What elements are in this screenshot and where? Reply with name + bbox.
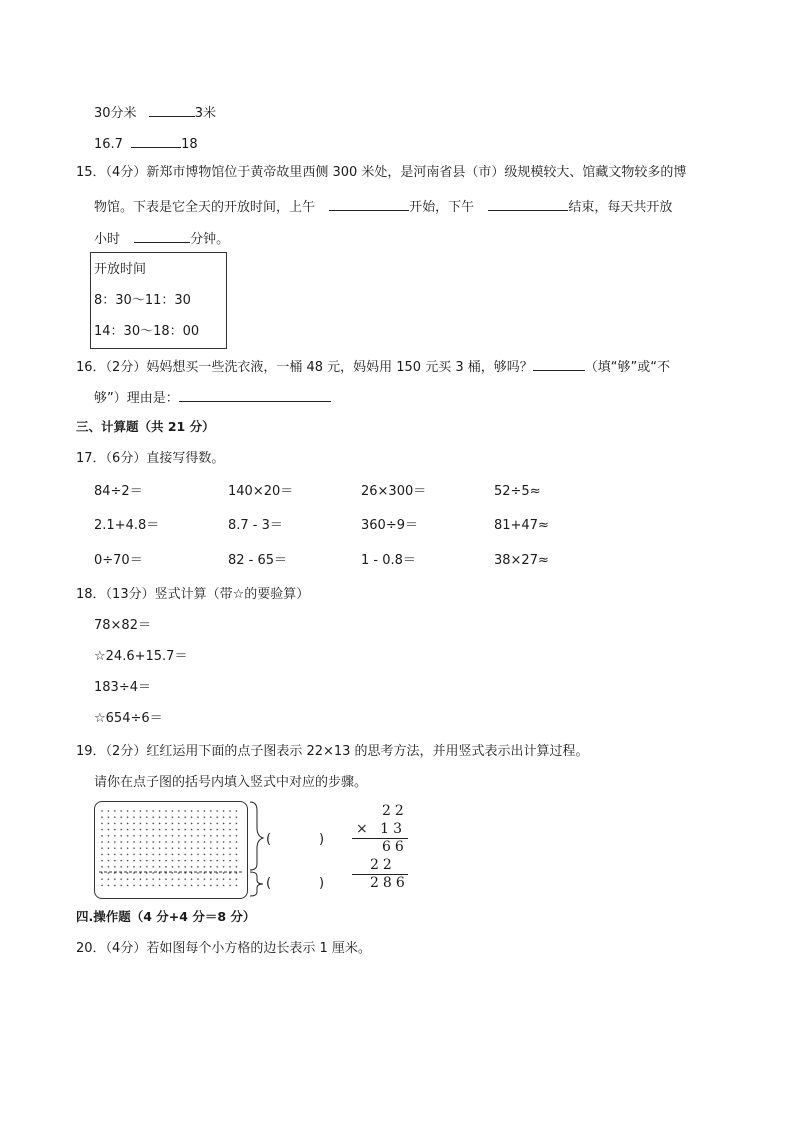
- table-header: 开放时间: [94, 262, 147, 277]
- calc-item: 84÷2＝: [94, 484, 143, 499]
- q16-text: 够”）理由是：: [94, 391, 179, 406]
- q16-line2: [94, 388, 331, 407]
- section-heading: 四.操作题（4 分+4 分＝8 分）: [76, 909, 256, 924]
- calc-item: 2.1+4.8＝: [94, 518, 160, 533]
- compare-item: [94, 134, 198, 153]
- paren-close: ): [319, 832, 325, 847]
- q19-line1: 19．（2分）红红运用下面的点子图表示 22×13 的思考方法，并用竖式表示出计算过程。: [76, 744, 589, 759]
- q15-text: 小时: [94, 232, 121, 247]
- dot-grid: [95, 802, 247, 898]
- calc-item: 38×27≈: [494, 553, 549, 568]
- q19-line2: 请你在点子图的括号内填入竖式中对应的步骤。: [94, 775, 368, 790]
- answer-blank[interactable]: [179, 388, 331, 402]
- calc-partial-product: 66: [382, 839, 408, 855]
- answer-blank[interactable]: [134, 229, 190, 243]
- q15-line1: 15．（4分）新郑市博物馆位于黄帝故里西侧 300 米处，是河南省县（市）级规模较大、馆藏文物较多的博: [76, 165, 687, 180]
- q18-title: 18．（13分）竖式计算（带☆的要验算）: [76, 587, 310, 602]
- q16-text: 16．（2分）妈妈想买一些洗衣液，一桶 48 元，妈妈用 150 元买 3 桶，够吗？: [76, 360, 533, 375]
- paren-open: (: [266, 876, 272, 891]
- section-heading: 三、计算题（共 21 分）: [76, 419, 215, 434]
- table-row: 8：30～11：30: [94, 293, 191, 308]
- vertical-calc-item: ☆24.6+15.7＝: [94, 649, 188, 664]
- compare-right: 18: [181, 137, 198, 152]
- q16-text: （填“够”或“不: [584, 360, 670, 375]
- opening-hours-table: [90, 252, 227, 349]
- calc-item: 26×300＝: [361, 484, 427, 499]
- calc-item: 1 - 0.8＝: [361, 553, 416, 568]
- q15-line3: [94, 229, 229, 248]
- vertical-calc-item: ☆654÷6＝: [94, 711, 163, 726]
- q17-title: 17．（6分）直接写得数。: [76, 451, 225, 466]
- answer-blank[interactable]: [488, 197, 568, 211]
- paren-open: (: [266, 832, 272, 847]
- q15-text: 开始，下午: [409, 200, 475, 215]
- q15-text: 物馆。下表是它全天的开放时间，上午: [94, 200, 316, 215]
- answer-blank[interactable]: [329, 197, 409, 211]
- calc-result: 286: [370, 875, 409, 891]
- table-row: 14：30～18：00: [94, 324, 200, 339]
- paren-close: ): [319, 876, 325, 891]
- calc-item: 140×20＝: [228, 484, 294, 499]
- compare-left: 30分米: [94, 106, 137, 121]
- calc-item: 52÷5≈: [494, 484, 541, 499]
- answer-blank[interactable]: [149, 103, 195, 117]
- answer-paren-slot[interactable]: [276, 876, 318, 892]
- dot-array-diagram: [94, 801, 248, 899]
- q15-text: 结束，每天共开放: [568, 200, 673, 215]
- calc-item: 82 - 65＝: [228, 553, 288, 568]
- q15-text: 分钟。: [190, 232, 230, 247]
- calc-partial-product: 22: [370, 857, 396, 873]
- calc-item: 8.7 - 3＝: [228, 518, 283, 533]
- calc-multiplier: × 13: [356, 821, 406, 837]
- compare-item: [94, 103, 216, 122]
- compare-left: 16.7: [94, 137, 123, 152]
- answer-blank[interactable]: [131, 134, 181, 148]
- calc-multiplicand: 22: [382, 803, 408, 819]
- compare-right: 3米: [194, 106, 216, 121]
- answer-paren-slot[interactable]: [276, 832, 318, 848]
- q20-title: 20．（4分）若如图每个小方格的边长表示 1 厘米。: [76, 941, 371, 956]
- answer-blank[interactable]: [533, 357, 585, 371]
- calc-item: 360÷9＝: [361, 518, 418, 533]
- vertical-calc-item: 78×82＝: [94, 618, 151, 633]
- calc-item: 0÷70＝: [94, 553, 143, 568]
- calc-item: 81+47≈: [494, 518, 549, 533]
- q16-line1: [76, 357, 670, 376]
- q15-line2: [94, 197, 672, 216]
- vertical-calc-item: 183÷4＝: [94, 680, 151, 695]
